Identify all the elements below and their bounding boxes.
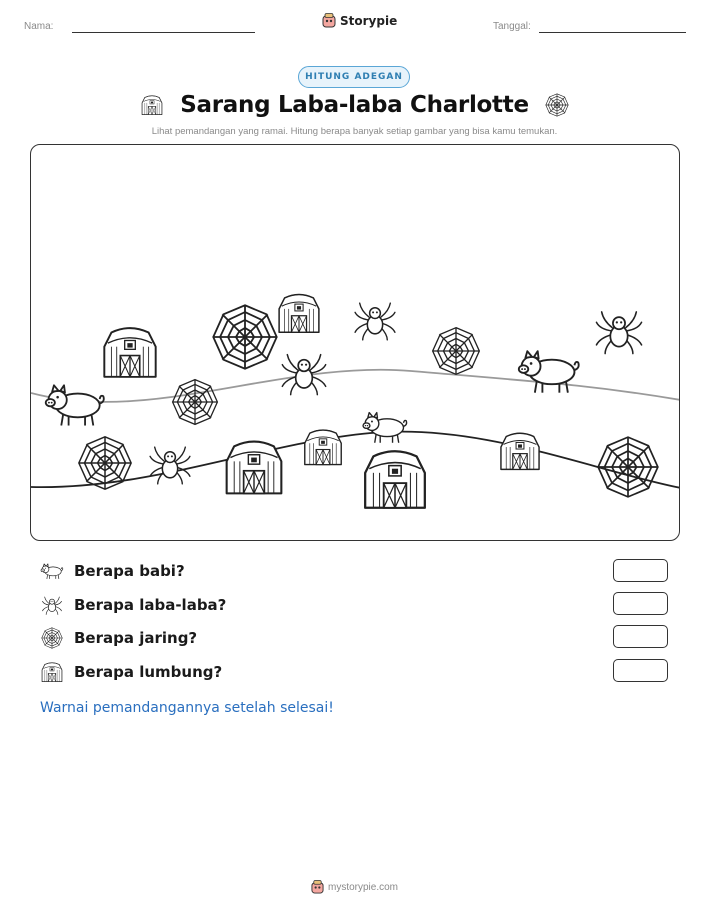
question-text: Berapa babi? xyxy=(74,562,185,580)
scene-illustration xyxy=(31,145,680,541)
web-3 xyxy=(173,380,218,425)
counting-scene xyxy=(30,144,680,541)
barn-4 xyxy=(305,430,341,465)
answer-box-spiders[interactable] xyxy=(613,592,668,615)
question-webs xyxy=(40,627,197,649)
question-text: Berapa lumbung? xyxy=(74,663,223,681)
spider-4 xyxy=(150,447,190,484)
question-text: Berapa laba-laba? xyxy=(74,596,227,614)
front-hill xyxy=(31,432,680,488)
pig-icon xyxy=(40,561,64,581)
web-icon xyxy=(545,93,569,117)
date-line[interactable] xyxy=(539,32,686,33)
spider-2 xyxy=(596,312,641,354)
pig-3 xyxy=(363,413,407,443)
web-4 xyxy=(79,437,131,489)
instructions: Lihat pemandangan yang ramai. Hitung berapa banyak setiap gambar yang bisa kamu temukan. xyxy=(151,126,558,137)
barn-icon xyxy=(40,661,64,683)
title-row xyxy=(0,92,709,118)
question-barns xyxy=(40,661,222,683)
barn-5 xyxy=(365,451,425,508)
question-text: Berapa jaring? xyxy=(74,629,198,647)
web-icon xyxy=(40,627,64,649)
storypie-icon xyxy=(311,880,324,894)
name-line[interactable] xyxy=(72,32,255,33)
brand-name: Storypie xyxy=(340,13,398,28)
page-title: Sarang Laba-laba Charlotte xyxy=(180,92,529,118)
spider-icon xyxy=(40,594,64,616)
brand-logo xyxy=(322,13,397,28)
name-label: Nama: xyxy=(24,21,54,32)
answer-box-barns[interactable] xyxy=(613,659,668,682)
date-label: Tanggal: xyxy=(493,21,531,32)
storypie-icon xyxy=(322,13,336,28)
barn-icon xyxy=(140,93,164,117)
barn-3 xyxy=(227,442,282,494)
barn-2 xyxy=(279,294,319,332)
activity-badge: HITUNG ADEGAN xyxy=(298,66,410,88)
answer-box-webs[interactable] xyxy=(613,625,668,648)
answer-box-pigs[interactable] xyxy=(613,559,668,582)
spider-3 xyxy=(282,355,325,395)
pig-2 xyxy=(46,385,104,425)
footer xyxy=(0,880,709,894)
footer-url[interactable]: mystorypie.com xyxy=(327,881,398,893)
web-1 xyxy=(213,305,276,368)
barn-6 xyxy=(501,433,539,469)
web-2 xyxy=(433,328,480,375)
question-pigs xyxy=(40,561,185,581)
coloring-note: Warnai pemandangannya setelah selesai! xyxy=(40,700,334,716)
barn-1 xyxy=(104,328,155,377)
question-spiders xyxy=(40,594,226,616)
web-5 xyxy=(598,437,658,497)
pig-1 xyxy=(519,351,579,392)
spider-1 xyxy=(355,303,395,340)
